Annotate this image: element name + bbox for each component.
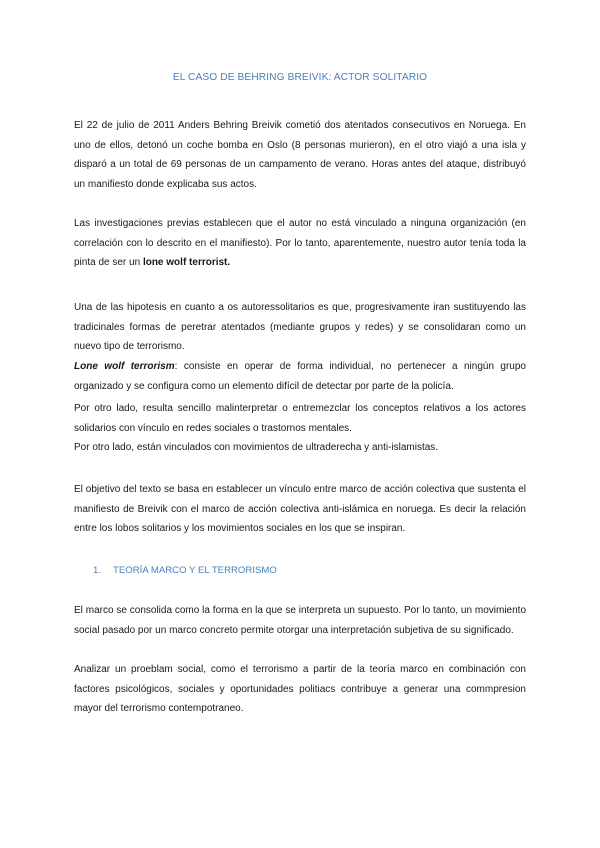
document-title: EL CASO DE BEHRING BREIVIK: ACTOR SOLITARIO [172,72,428,83]
paragraph-hypothesis: Una de las hipotesis en cuanto a os autoressolitarios es que, progresivamente iran sustituyendo las tradicinales formas de peretrar atentados (mediante grupos y redes) y se consolidaran como un nuevo tipo de terrorismo. [74,302,526,352]
section-heading [93,565,277,576]
paragraph-misinterpretation: Por otro lado, resulta sencillo malinterpretar o entremezclar los conceptos relativos a los actores solidarios con vínculo en redes sociales o trastornos mentales. [74,403,526,434]
paragraph-intro: El 22 de julio de 2011 Anders Behring Breivik cometió dos atentados consecutivos en Noruega. En uno de ellos, detonó un coche bomba en Oslo (8 personas murieron), en el otro viajó a una isla y disparó a un total de 69 personas de un campamento de verano. Horas antes del ataque, distribuyó un manifiesto donde explicaba sus actos. [74,120,526,190]
section-number: 1. [93,565,102,576]
paragraph-frame: El marco se consolida como la forma en la que se interpreta un supuesto. Por lo tanto, un movimiento social pasado por un marco concreto permite otorgar una interpretación subjetiva de su significado. [74,605,526,636]
paragraph-investigations-text: Las investigaciones previas establecen que el autor no está vinculado a ninguna organización (en correlación con lo descrito en el manifiesto). Por lo tanto, aparentemente, nuestro autor tenía toda la pinta de ser un [74,218,526,268]
section-title: TEORÍA MARCO Y EL TERRORISMO [113,565,277,576]
paragraph-objective: El objetivo del texto se basa en establecer un vínculo entre marco de acción colectiva que sustenta el manifiesto de Breivik con el marco de acción colectiva anti-islámica en noruega. Es decir la relación entre los lobos solitarios y los movimientos sociales en los que se inspiran. [74,484,526,534]
paragraph-definition [74,357,526,396]
lone-wolf-terrorism-term: Lone wolf terrorism [74,361,175,372]
paragraph-ideology: Por otro lado, están vinculados con movimientos de ultraderecha y anti-islamistas. [74,442,439,453]
paragraph-analysis: Analizar un proeblam social, como el terrorismo a partir de la teoría marco en combinación con factores psicológicos, sociales y oportunidades politiacs contribuye a generar una commpresion mayor del terrorismo contempotraneo. [74,664,526,714]
definition-text: : consiste en operar de forma individual, no pertenecer a ningún grupo organizado y se configura como un elemento difícil de detectar por parte de la policía. [74,361,526,392]
paragraph-investigations [74,214,526,273]
lone-wolf-terrorist-term: lone wolf terrorist. [142,257,231,268]
